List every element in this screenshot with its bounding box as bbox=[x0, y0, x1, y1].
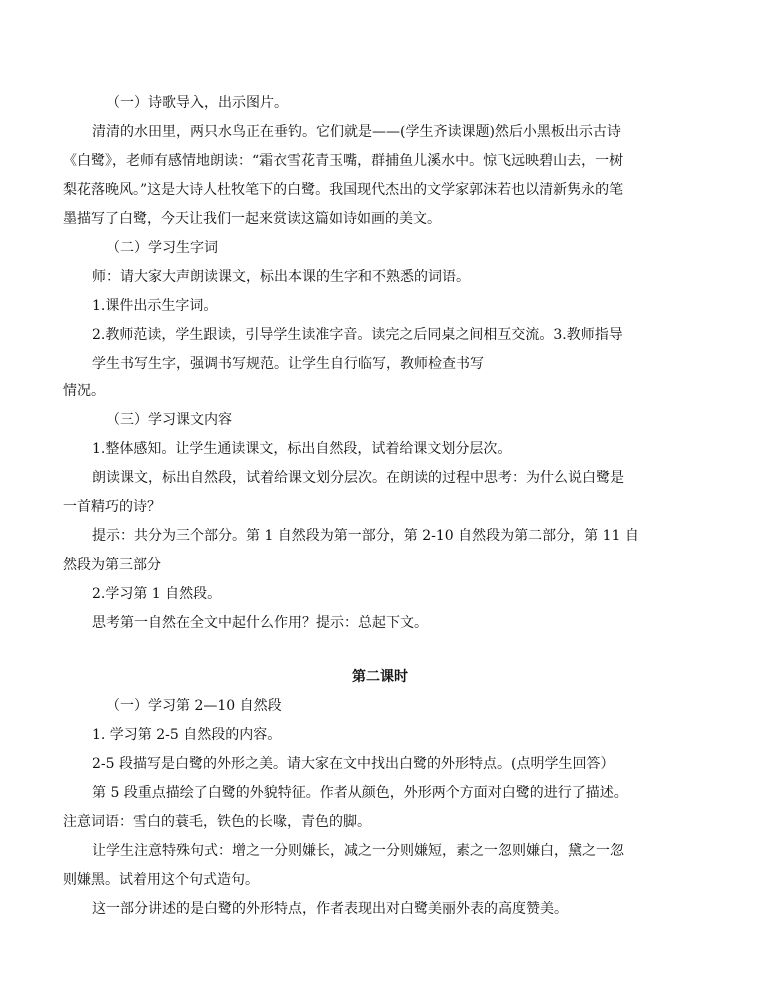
paragraph-line: 情况。 bbox=[63, 383, 105, 399]
section-heading-paragraphs: （一）学习第 2—10 自然段 bbox=[106, 698, 282, 714]
list-item: 1.整体感知。让学生通读课文，标出自然段，试着给课文划分层次。 bbox=[92, 441, 512, 457]
section-heading-content: （三）学习课文内容 bbox=[106, 412, 232, 428]
paragraph-line: 提示：共分为三个部分。第 1 自然段为第一部分，第 2-10 自然段为第二部分，第 11 自 bbox=[92, 528, 639, 544]
paragraph-line: 梨花落晚风。”这是大诗人杜牧笔下的白鹭。我国现代杰出的文学家郭沫若也以清新隽永的笔 bbox=[63, 182, 624, 198]
paragraph-line: 墨描写了白鹭，今天让我们一起来赏读这篇如诗如画的美文。 bbox=[63, 211, 441, 227]
paragraph-line: 朗读课文，标出自然段，试着给课文划分层次。在朗读的过程中思考：为什么说白鹭是 bbox=[92, 470, 624, 486]
paragraph-line: 则嫌黑。试着用这个句式造句。 bbox=[63, 872, 259, 888]
paragraph-line: 注意词语：雪白的蓑毛，铁色的长喙，青色的脚。 bbox=[63, 814, 371, 830]
paragraph-line: 第 5 段重点描绘了白鹭的外貌特征。作者从颜色，外形两个方面对白鹭的进行了描述。 bbox=[92, 785, 628, 801]
paragraph-line: 2-5 段描写是白鹭的外形之美。请大家在文中找出白鹭的外形特点。(点明学生回答） bbox=[92, 756, 615, 772]
paragraph-line: 《白鹭》，老师有感情地朗读：“霜衣雪花青玉嘴，群捕鱼儿溪水中。惊飞远映碧山去，一树 bbox=[63, 153, 624, 169]
paragraph-line: 清清的水田里，两只水鸟正在垂钓。它们就是——(学生齐读课题)然后小黑板出示古诗 bbox=[92, 124, 621, 140]
paragraph-line: 思考第一自然在全文中起什么作用？提示：总起下文。 bbox=[92, 615, 428, 631]
paragraph-line: 让学生注意特殊句式：增之一分则嫌长，减之一分则嫌短，素之一忽则嫌白，黛之一忽 bbox=[92, 843, 624, 859]
list-item: 1. 学习第 2-5 自然段的内容。 bbox=[92, 727, 282, 743]
section-heading-vocab: （二）学习生字词 bbox=[106, 240, 218, 256]
paragraph-line: 然段为第三部分 bbox=[63, 557, 161, 573]
list-item: 2.教师范读，学生跟读，引导学生读准字音。读完之后同桌之间相互交流。3.教师指导 bbox=[92, 327, 623, 343]
paragraph-line: 一首精巧的诗？ bbox=[63, 499, 161, 515]
paragraph-line: 学生书写生字，强调书写规范。让学生自行临写，教师检查书写 bbox=[92, 356, 484, 372]
list-item: 2.学习第 1 自然段。 bbox=[92, 586, 222, 602]
lesson-title: 第二课时 bbox=[352, 669, 408, 685]
section-heading-poem-intro: （一）诗歌导入，出示图片。 bbox=[106, 95, 288, 111]
paragraph-line: 师：请大家大声朗读课文，标出本课的生字和不熟悉的词语。 bbox=[92, 269, 470, 285]
paragraph-line: 这一部分讲述的是白鹭的外形特点，作者表现出对白鹭美丽外表的高度赞美。 bbox=[92, 901, 568, 917]
list-item: 1.课件出示生字词。 bbox=[92, 298, 218, 314]
